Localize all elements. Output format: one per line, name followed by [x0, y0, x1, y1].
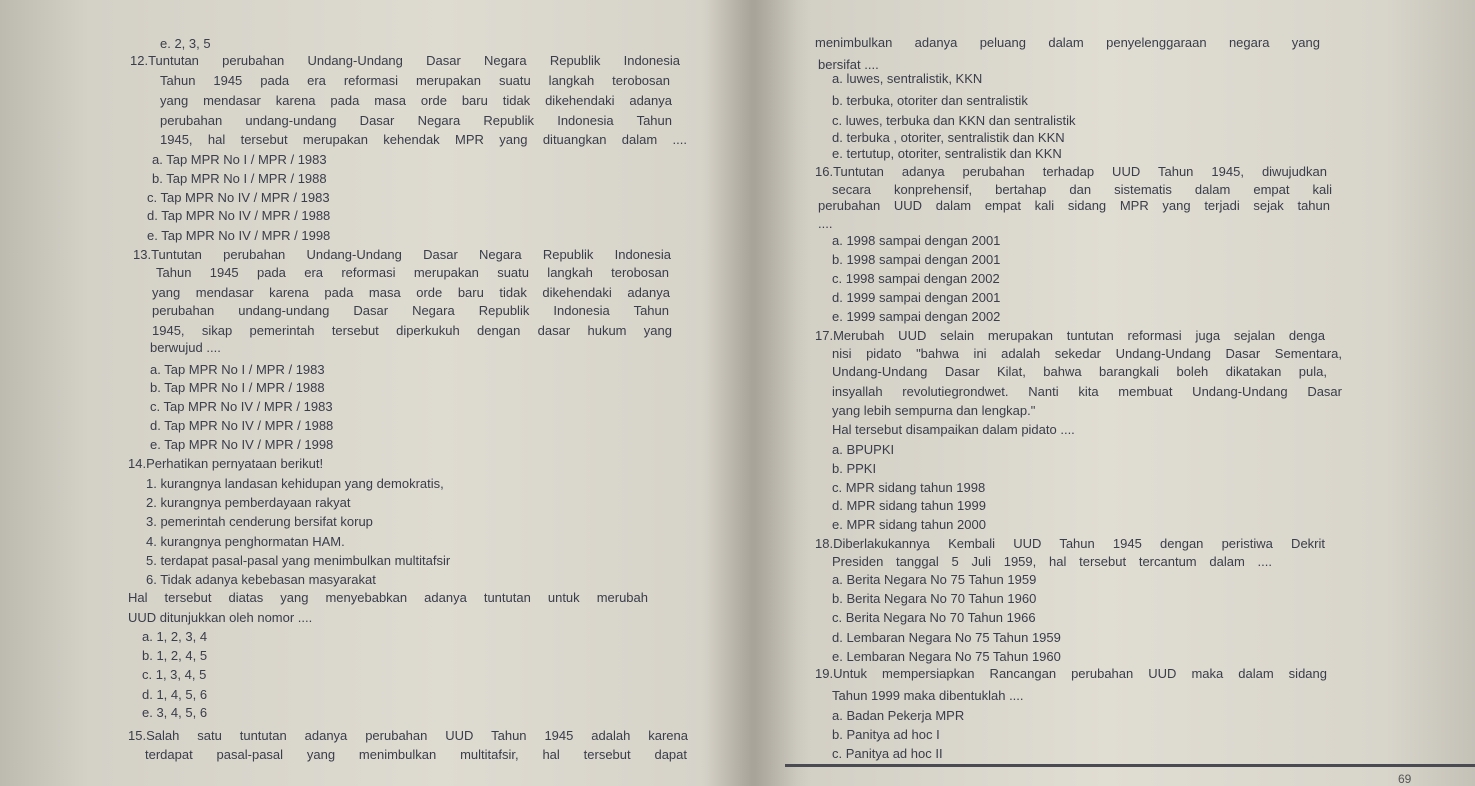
left-page-text-line: 5. terdapat pasal-pasal yang menimbulkan multitafsir [146, 553, 451, 568]
left-page-text-line: d. Tap MPR No IV / MPR / 1988 [147, 208, 331, 223]
right-page-text-line: d. MPR sidang tahun 1999 [832, 498, 986, 513]
right-page-text-line: c. MPR sidang tahun 1998 [832, 480, 986, 495]
right-page-text-line: c. luwes, terbuka dan KKN dan sentralistik [832, 113, 1076, 128]
right-page-text-line: a. Badan Pekerja MPR [832, 708, 965, 723]
left-page-text-line: e. Tap MPR No IV / MPR / 1998 [147, 228, 331, 243]
left-page-text-line: a. 1, 2, 3, 4 [142, 629, 208, 644]
left-page-text-line: 15.Salah satu tuntutan adanya perubahan UUD Tahun 1945 adalah karena [128, 728, 688, 743]
right-page-text-line: c. Panitya ad hoc II [832, 746, 943, 761]
right-page-text-line: a. luwes, sentralistik, KKN [832, 71, 983, 86]
left-page-text-line: b. 1, 2, 4, 5 [142, 648, 208, 663]
left-page-text-line: yang mendasar karena pada masa orde baru tidak dikehendaki adanya [160, 93, 672, 108]
left-page-text-line: 13.Tuntutan perubahan Undang-Undang Dasar Negara Republik Indonesia [133, 247, 671, 262]
left-page-text-line: terdapat pasal-pasal yang menimbulkan multitafsir, hal tersebut dapat [145, 747, 687, 762]
left-page-text-line: 1945, sikap pemerintah tersebut diperkukuh dengan dasar hukum yang [152, 323, 672, 338]
right-page-text-line: c. Berita Negara No 70 Tahun 1966 [832, 610, 1036, 625]
left-page-text-line: c. 1, 3, 4, 5 [142, 667, 207, 682]
left-page-text-line: berwujud .... [150, 340, 221, 355]
right-page-text-line: Presiden tanggal 5 Juli 1959, hal tersebut tercantum dalam .... [832, 554, 1272, 569]
right-page-text-line: perubahan UUD dalam empat kali sidang MPR yang terjadi sejak tahun [818, 198, 1330, 213]
left-page-text-line: d. Tap MPR No IV / MPR / 1988 [150, 418, 334, 433]
left-page-text-line: Tahun 1945 pada era reformasi merupakan suatu langkah terobosan [156, 265, 669, 280]
left-page-text-line: b. Tap MPR No I / MPR / 1988 [150, 380, 325, 395]
left-page-text-line: e. 2, 3, 5 [160, 36, 211, 51]
left-page-text-line: 6. Tidak adanya kebebasan masyarakat [146, 572, 376, 587]
left-page-text-line: b. Tap MPR No I / MPR / 1988 [152, 171, 327, 186]
left-page-text-line: a. Tap MPR No I / MPR / 1983 [152, 152, 327, 167]
left-page-text-line: c. Tap MPR No IV / MPR / 1983 [150, 399, 333, 414]
left-page-text-line: Tahun 1945 pada era reformasi merupakan suatu langkah terobosan [160, 73, 670, 88]
left-page-text-line: a. Tap MPR No I / MPR / 1983 [150, 362, 325, 377]
right-page-text-line: 16.Tuntutan adanya perubahan terhadap UUD Tahun 1945, diwujudkan [815, 164, 1327, 179]
right-page-text-line: 17.Merubah UUD selain merupakan tuntutan reformasi juga sejalan denga [815, 328, 1325, 343]
left-page-text-line: yang mendasar karena pada masa orde baru tidak dikehendaki adanya [152, 285, 670, 300]
left-page-text-line: d. 1, 4, 5, 6 [142, 687, 208, 702]
right-page-text-line: b. PPKI [832, 461, 877, 476]
right-page-text-line: insyallah revolutiegrondwet. Nanti kita membuat Undang-Undang Dasar [832, 384, 1342, 399]
left-page-text-line: 14.Perhatikan pernyataan berikut! [128, 456, 324, 471]
left-page-text-line: e. Tap MPR No IV / MPR / 1998 [150, 437, 334, 452]
page-divider-line [785, 764, 1475, 767]
right-page-text-line: b. 1998 sampai dengan 2001 [832, 252, 1001, 267]
right-page-text-line: menimbulkan adanya peluang dalam penyelenggaraan negara yang [815, 35, 1320, 50]
left-page-text-line: 2. kurangnya pemberdayaan rakyat [146, 495, 351, 510]
right-page-text-line: bersifat .... [818, 57, 879, 72]
right-page-text-line: e. MPR sidang tahun 2000 [832, 517, 986, 532]
left-page-text-line: perubahan undang-undang Dasar Negara Republik Indonesia Tahun [152, 303, 669, 318]
left-page-text-line: c. Tap MPR No IV / MPR / 1983 [147, 190, 330, 205]
right-page-text-line: a. 1998 sampai dengan 2001 [832, 233, 1001, 248]
right-page-text-line: c. 1998 sampai dengan 2002 [832, 271, 1000, 286]
left-page-text-line: 12.Tuntutan perubahan Undang-Undang Dasar Negara Republik Indonesia [130, 53, 680, 68]
right-page-text-line: 18.Diberlakukannya Kembali UUD Tahun 1945 dengan peristiwa Dekrit [815, 536, 1325, 551]
book-gutter [700, 0, 810, 786]
right-page-text-line: e. tertutup, otoriter, sentralistik dan KKN [832, 146, 1062, 161]
right-page-text-line: b. Panitya ad hoc I [832, 727, 940, 742]
right-page-text-line: .... [818, 216, 833, 231]
right-page-text-line: yang lebih sempurna dan lengkap." [832, 403, 1036, 418]
left-page-text-line: e. 3, 4, 5, 6 [142, 705, 208, 720]
right-page-text-line: e. 1999 sampai dengan 2002 [832, 309, 1001, 324]
left-page-text-line: 1945, hal tersebut merupakan kehendak MPR yang dituangkan dalam .... [160, 132, 687, 147]
right-page-text-line: d. 1999 sampai dengan 2001 [832, 290, 1001, 305]
right-page-text-line: a. BPUPKI [832, 442, 895, 457]
right-page-text-line: Undang-Undang Dasar Kilat, bahwa barangkali boleh dikatakan pula, [832, 364, 1327, 379]
right-page-text-line: b. Berita Negara No 70 Tahun 1960 [832, 591, 1037, 606]
right-page-text-line: a. Berita Negara No 75 Tahun 1959 [832, 572, 1037, 587]
left-page-text-line: 4. kurangnya penghormatan HAM. [146, 534, 345, 549]
right-page-text-line: e. Lembaran Negara No 75 Tahun 1960 [832, 649, 1061, 664]
right-page-text-line: Hal tersebut disampaikan dalam pidato .... [832, 422, 1075, 437]
right-page-text-line: d. Lembaran Negara No 75 Tahun 1959 [832, 630, 1061, 645]
right-page-text-line: nisi pidato "bahwa ini adalah sekedar Undang-Undang Dasar Sementara, [832, 346, 1342, 361]
right-page-text-line: 19.Untuk mempersiapkan Rancangan perubahan UUD maka dalam sidang [815, 666, 1327, 681]
left-page-text-line: UUD ditunjukkan oleh nomor .... [128, 610, 313, 625]
right-page-text-line: secara konprehensif, bertahap dan sistematis dalam empat kali [832, 182, 1332, 197]
page-number: 69 [1398, 772, 1412, 786]
left-page-text-line: Hal tersebut diatas yang menyebabkan adanya tuntutan untuk merubah [128, 590, 648, 605]
left-page-text-line: perubahan undang-undang Dasar Negara Republik Indonesia Tahun [160, 113, 672, 128]
right-page-text-line: d. terbuka , otoriter, sentralistik dan KKN [832, 130, 1065, 145]
right-page-text-line: b. terbuka, otoriter dan sentralistik [832, 93, 1028, 108]
left-page-text-line: 3. pemerintah cenderung bersifat korup [146, 514, 373, 529]
right-page-text-line: Tahun 1999 maka dibentuklah .... [832, 688, 1024, 703]
left-page-text-line: 1. kurangnya landasan kehidupan yang demokratis, [146, 476, 444, 491]
